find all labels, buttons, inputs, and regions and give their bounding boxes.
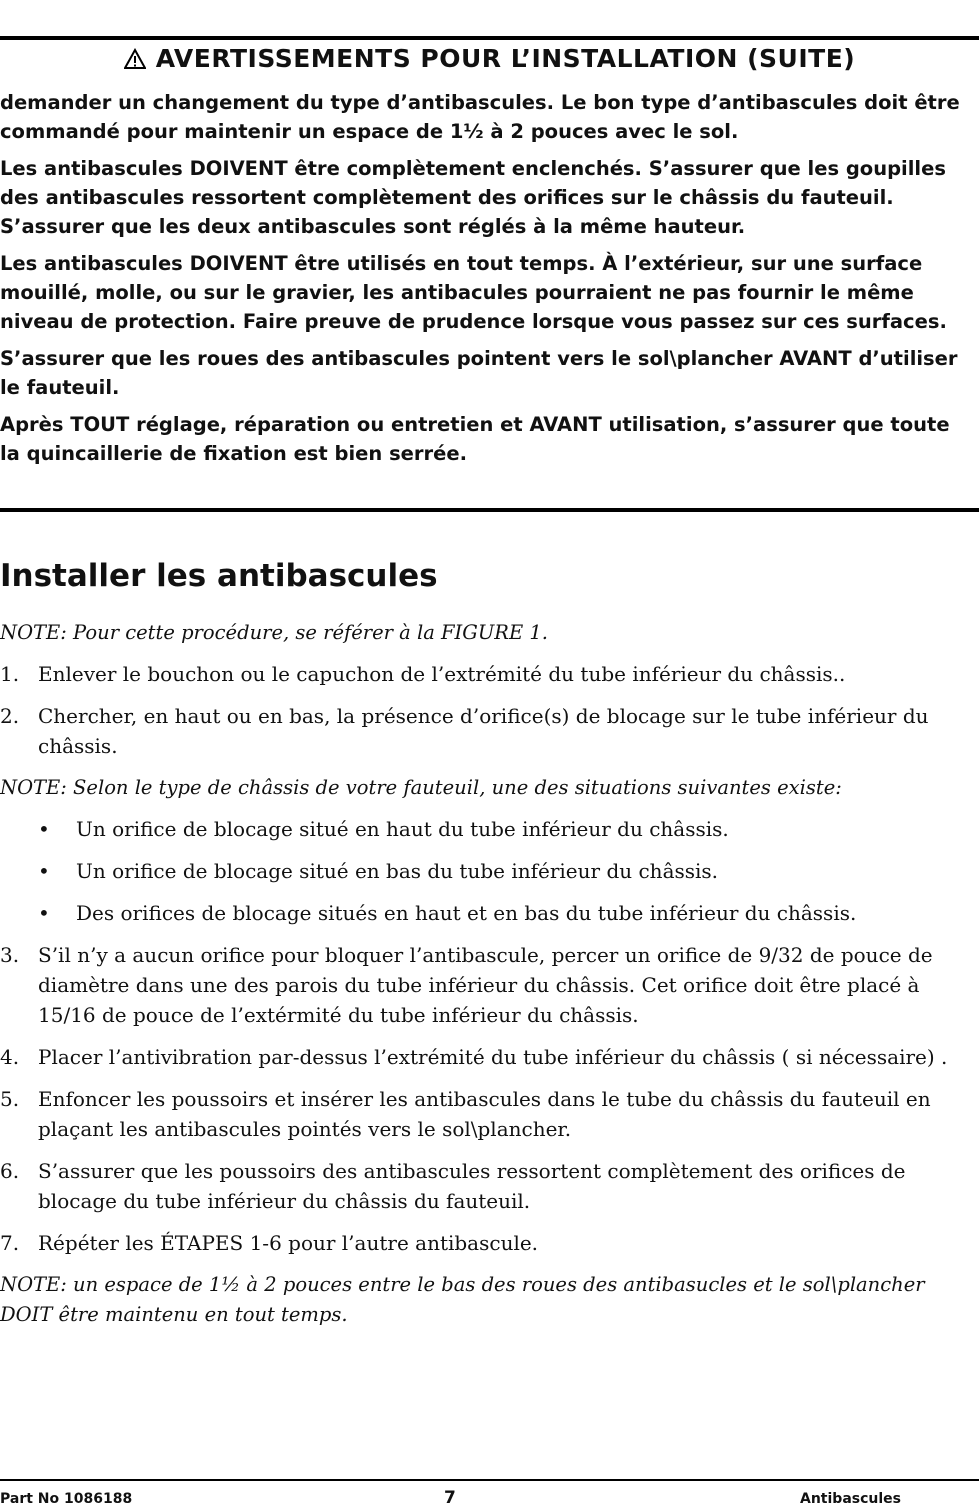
warning-paragraph: demander un changement du type d’antibascules. Le bon type d’antibascules doit être commandé pour maintenir un espace de 1½ à 2 pouces avec le sol. — [0, 91, 960, 143]
section-title: Installer les antibascules — [0, 558, 438, 594]
warning-paragraph: Les antibascules DOIVENT être utilisés en tout temps. À l’extérieur, sur une surface mouillé, molle, ou sur le gravier, les antibacules pourraient ne pas fournir le même niveau de protection. Faire preuve de prudence lorsque vous passez sur ces surfaces. — [0, 252, 947, 333]
footer-section-name: Antibascules — [800, 1491, 901, 1507]
step-text: Chercher, en haut ou en bas, la présence d’orifice(s) de blocage sur le tube inférieur du châssis. — [38, 704, 929, 758]
warning-paragraph: Les antibascules DOIVENT être complètement enclenchés. S’assurer que les goupilles des antibascules ressortent complètement des orifices sur le châssis du fauteuil. S’assurer que les deux antibascules sont réglés à la même hauteur. — [0, 157, 946, 238]
step-text: Enfoncer les poussoirs et insérer les antibascules dans le tube du châssis du fauteuil en plaçant les antibascules pointés vers le sol\plancher. — [38, 1087, 931, 1141]
step-number: 2. — [0, 704, 20, 728]
bullet-text: Des orifices de blocage situés en haut et en bas du tube inférieur du châssis. — [76, 901, 857, 925]
page-footer — [0, 1488, 979, 1509]
step-text: S’assurer que les poussoirs des antibascules ressortent complètement des orifices de blocage du tube inférieur du châssis du fauteuil. — [38, 1159, 906, 1213]
step-number: 5. — [0, 1087, 20, 1111]
warning-body — [0, 88, 975, 476]
bullet-icon: • — [38, 817, 50, 841]
warning-triangle-icon — [124, 47, 146, 76]
step-number: 1. — [0, 662, 20, 686]
step-item — [0, 1042, 975, 1072]
page-number: 7 — [444, 1488, 456, 1508]
warning-title — [0, 44, 979, 76]
step-item — [0, 701, 975, 761]
procedure-content — [0, 618, 975, 1341]
warning-paragraph: S’assurer que les roues des antibascules pointent vers le sol\plancher AVANT d’utiliser le fauteuil. — [0, 347, 958, 399]
situations-list — [0, 814, 975, 928]
step-number: 3. — [0, 943, 20, 967]
bullet-item — [0, 898, 975, 928]
note-situations: NOTE: Selon le type de châssis de votre fauteuil, une des situations suivantes existe: — [0, 776, 842, 799]
step-text: Placer l’antivibration par-dessus l’extrémité du tube inférieur du châssis ( si nécessaire) . — [38, 1045, 948, 1069]
note-final: NOTE: un espace de 1½ à 2 pouces entre le bas des roues des antibasucles et le sol\plancher DOIT être maintenu en tout temps. — [0, 1273, 925, 1326]
bullet-item — [0, 814, 975, 844]
step-item — [0, 659, 975, 689]
warning-title-text: AVERTISSEMENTS POUR L’INSTALLATION (SUITE) — [155, 44, 856, 73]
warning-top-rule — [0, 36, 979, 40]
bullet-icon: • — [38, 901, 50, 925]
step-text: S’il n’y a aucun orifice pour bloquer l’antibascule, percer un orifice de 9/32 de pouce de diamètre dans une des parois du tube inférieur du châssis. Cet orifice doit être placé à 15/16 de pouce de l’extérmité du tube inférieur du châssis. — [38, 943, 933, 1027]
steps-list-a — [0, 659, 975, 761]
step-item — [0, 1228, 975, 1258]
step-number: 4. — [0, 1045, 20, 1069]
bullet-item — [0, 856, 975, 886]
step-item — [0, 1156, 975, 1216]
steps-list-b — [0, 940, 975, 1258]
step-number: 7. — [0, 1231, 20, 1255]
part-number: Part No 1086188 — [0, 1491, 133, 1507]
step-item — [0, 1084, 975, 1144]
step-text: Répéter les ÉTAPES 1-6 pour l’autre antibascule. — [38, 1231, 539, 1255]
footer-rule — [0, 1479, 979, 1481]
warning-paragraph: Après TOUT réglage, réparation ou entretien et AVANT utilisation, s’assurer que toute la quincaillerie de fixation est bien serrée. — [0, 413, 950, 465]
bullet-icon: • — [38, 859, 50, 883]
step-number: 6. — [0, 1159, 20, 1183]
warning-bottom-rule — [0, 508, 979, 512]
bullet-text: Un orifice de blocage situé en bas du tube inférieur du châssis. — [76, 859, 719, 883]
bullet-text: Un orifice de blocage situé en haut du tube inférieur du châssis. — [76, 817, 729, 841]
step-item — [0, 940, 975, 1030]
note-intro: NOTE: Pour cette procédure, se référer à la FIGURE 1. — [0, 621, 548, 644]
step-text: Enlever le bouchon ou le capuchon de l’extrémité du tube inférieur du châssis.. — [38, 662, 846, 686]
